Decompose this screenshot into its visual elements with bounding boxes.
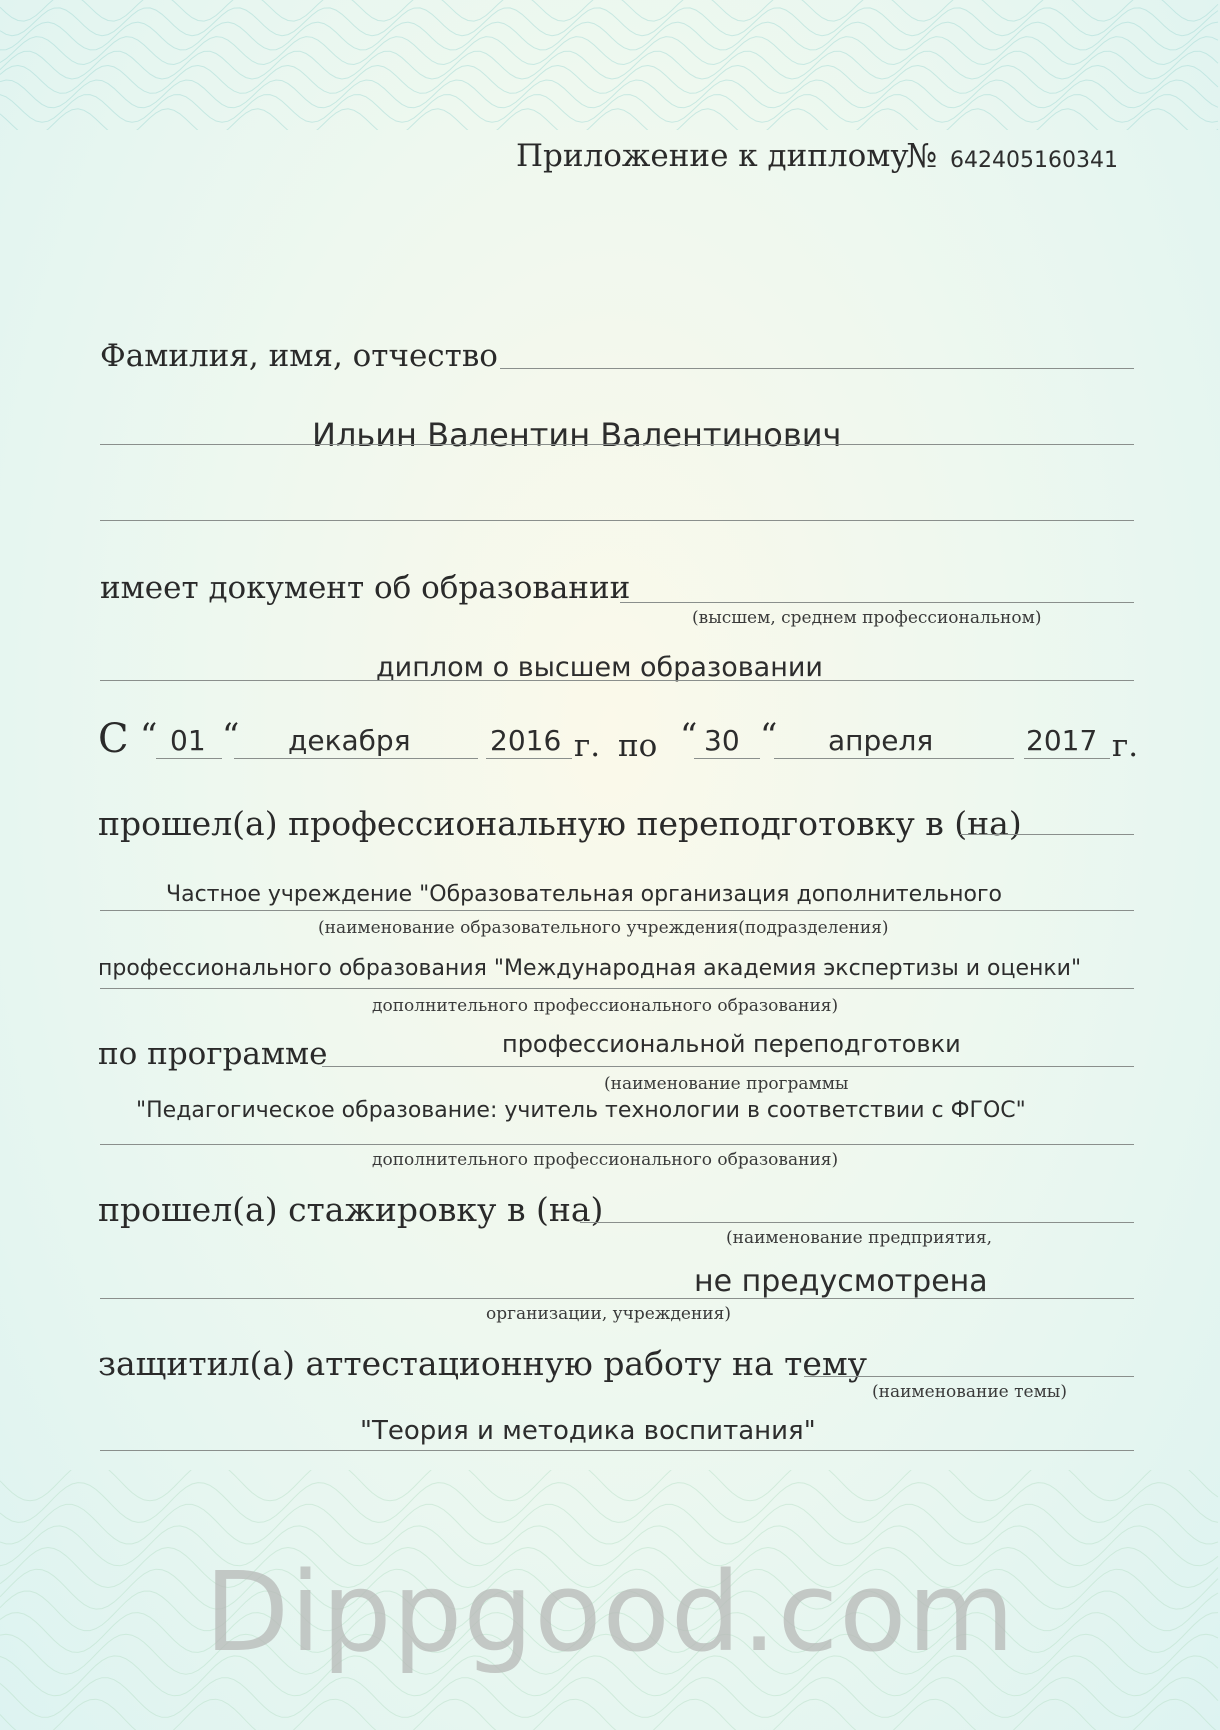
fio-line-1	[500, 368, 1134, 369]
quote-close-1: “	[222, 716, 240, 756]
end-month: апреля	[828, 724, 934, 757]
thesis-line-2	[100, 1450, 1134, 1451]
institution-line-1-rule	[100, 910, 1134, 911]
program-label: по программе	[98, 1036, 328, 1072]
guilloche-wave	[0, 51, 1218, 79]
fio-label: Фамилия, имя, отчество	[100, 338, 498, 374]
program-value-1: профессиональной переподготовки	[502, 1030, 961, 1058]
program-line-1	[322, 1066, 1134, 1067]
education-doc-label: имеет документ об образовании	[100, 570, 631, 606]
quote-open-1: “	[140, 716, 158, 756]
start-day-line	[156, 758, 222, 759]
end-year-line	[1024, 758, 1110, 759]
retraining-label: прошел(а) профессиональную переподготовку в (на)	[98, 804, 1022, 843]
internship-line-2	[100, 1298, 1134, 1299]
number-sign: №	[906, 136, 938, 175]
institution-line-1: Частное учреждение "Образовательная организация дополнительного	[166, 882, 1002, 907]
period-middle: по	[618, 728, 658, 764]
quote-close-2: “	[760, 716, 778, 756]
institution-line-2-rule	[100, 988, 1134, 989]
guilloche-wave	[0, 22, 1218, 50]
guilloche-wave	[0, 1678, 1218, 1718]
guilloche-wave	[0, 109, 1218, 130]
program-hint-1: (наименование программы	[604, 1074, 849, 1094]
retraining-line	[960, 834, 1134, 835]
guilloche-pattern-top	[0, 0, 1220, 130]
guilloche-wave	[0, 1483, 1218, 1523]
education-doc-value: диплом о высшем образовании	[376, 652, 823, 683]
education-doc-line-2	[100, 680, 1134, 681]
program-line-2	[100, 1144, 1134, 1145]
thesis-hint: (наименование темы)	[872, 1382, 1067, 1402]
document-title: Приложение к диплому	[516, 138, 909, 174]
fio-line-3	[100, 520, 1134, 521]
institution-hint-2: дополнительного профессионального образования)	[372, 996, 839, 1016]
guilloche-wave	[0, 1504, 1218, 1544]
guilloche-wave	[0, 37, 1218, 65]
diploma-number: 642405160341	[950, 148, 1118, 173]
guilloche-wave	[0, 95, 1218, 123]
guilloche-wave	[0, 0, 1218, 21]
end-day: 30	[704, 724, 740, 757]
fio-value: Ильин Валентин Валентинович	[312, 416, 842, 454]
institution-line-2: профессионального образования "Международная академия экспертизы и оценки"	[98, 956, 1082, 981]
guilloche-wave	[0, 66, 1218, 94]
internship-hint-1: (наименование предприятия,	[726, 1228, 992, 1248]
start-day: 01	[170, 724, 206, 757]
education-doc-hint: (высшем, среднем профессиональном)	[692, 608, 1042, 628]
watermark-text: Dippgood.com	[204, 1548, 1016, 1676]
internship-value: не предусмотрена	[694, 1264, 988, 1299]
guilloche-wave	[0, 1470, 1218, 1501]
end-year: 2017	[1026, 724, 1098, 757]
thesis-line-1	[804, 1376, 1134, 1377]
institution-hint-1: (наименование образовательного учреждения(подразделения)	[318, 918, 889, 938]
thesis-value: "Теория и методика воспитания"	[360, 1416, 816, 1446]
internship-line-1	[580, 1222, 1134, 1223]
start-month: декабря	[288, 724, 411, 757]
thesis-label: защитил(а) аттестационную работу на тему	[98, 1344, 868, 1383]
year-suffix-2: г.	[1112, 728, 1139, 764]
start-year-line	[486, 758, 572, 759]
end-day-line	[694, 758, 760, 759]
guilloche-wave	[0, 1699, 1218, 1730]
start-year: 2016	[490, 724, 562, 757]
start-month-line	[234, 758, 478, 759]
program-hint-2: дополнительного профессионального образования)	[372, 1150, 839, 1170]
quote-open-2: “	[680, 716, 698, 756]
program-value-2: "Педагогическое образование: учитель технологии в соответствии с ФГОС"	[136, 1098, 1026, 1123]
year-suffix-1: г.	[574, 728, 601, 764]
guilloche-wave	[0, 80, 1218, 108]
internship-label: прошел(а) стажировку в (на)	[98, 1190, 604, 1229]
internship-hint-2: организации, учреждения)	[486, 1304, 731, 1324]
end-month-line	[774, 758, 1014, 759]
education-doc-line-1	[620, 602, 1134, 603]
guilloche-wave	[0, 8, 1218, 36]
fio-line-2	[100, 444, 1134, 445]
period-prefix: С	[98, 716, 129, 762]
